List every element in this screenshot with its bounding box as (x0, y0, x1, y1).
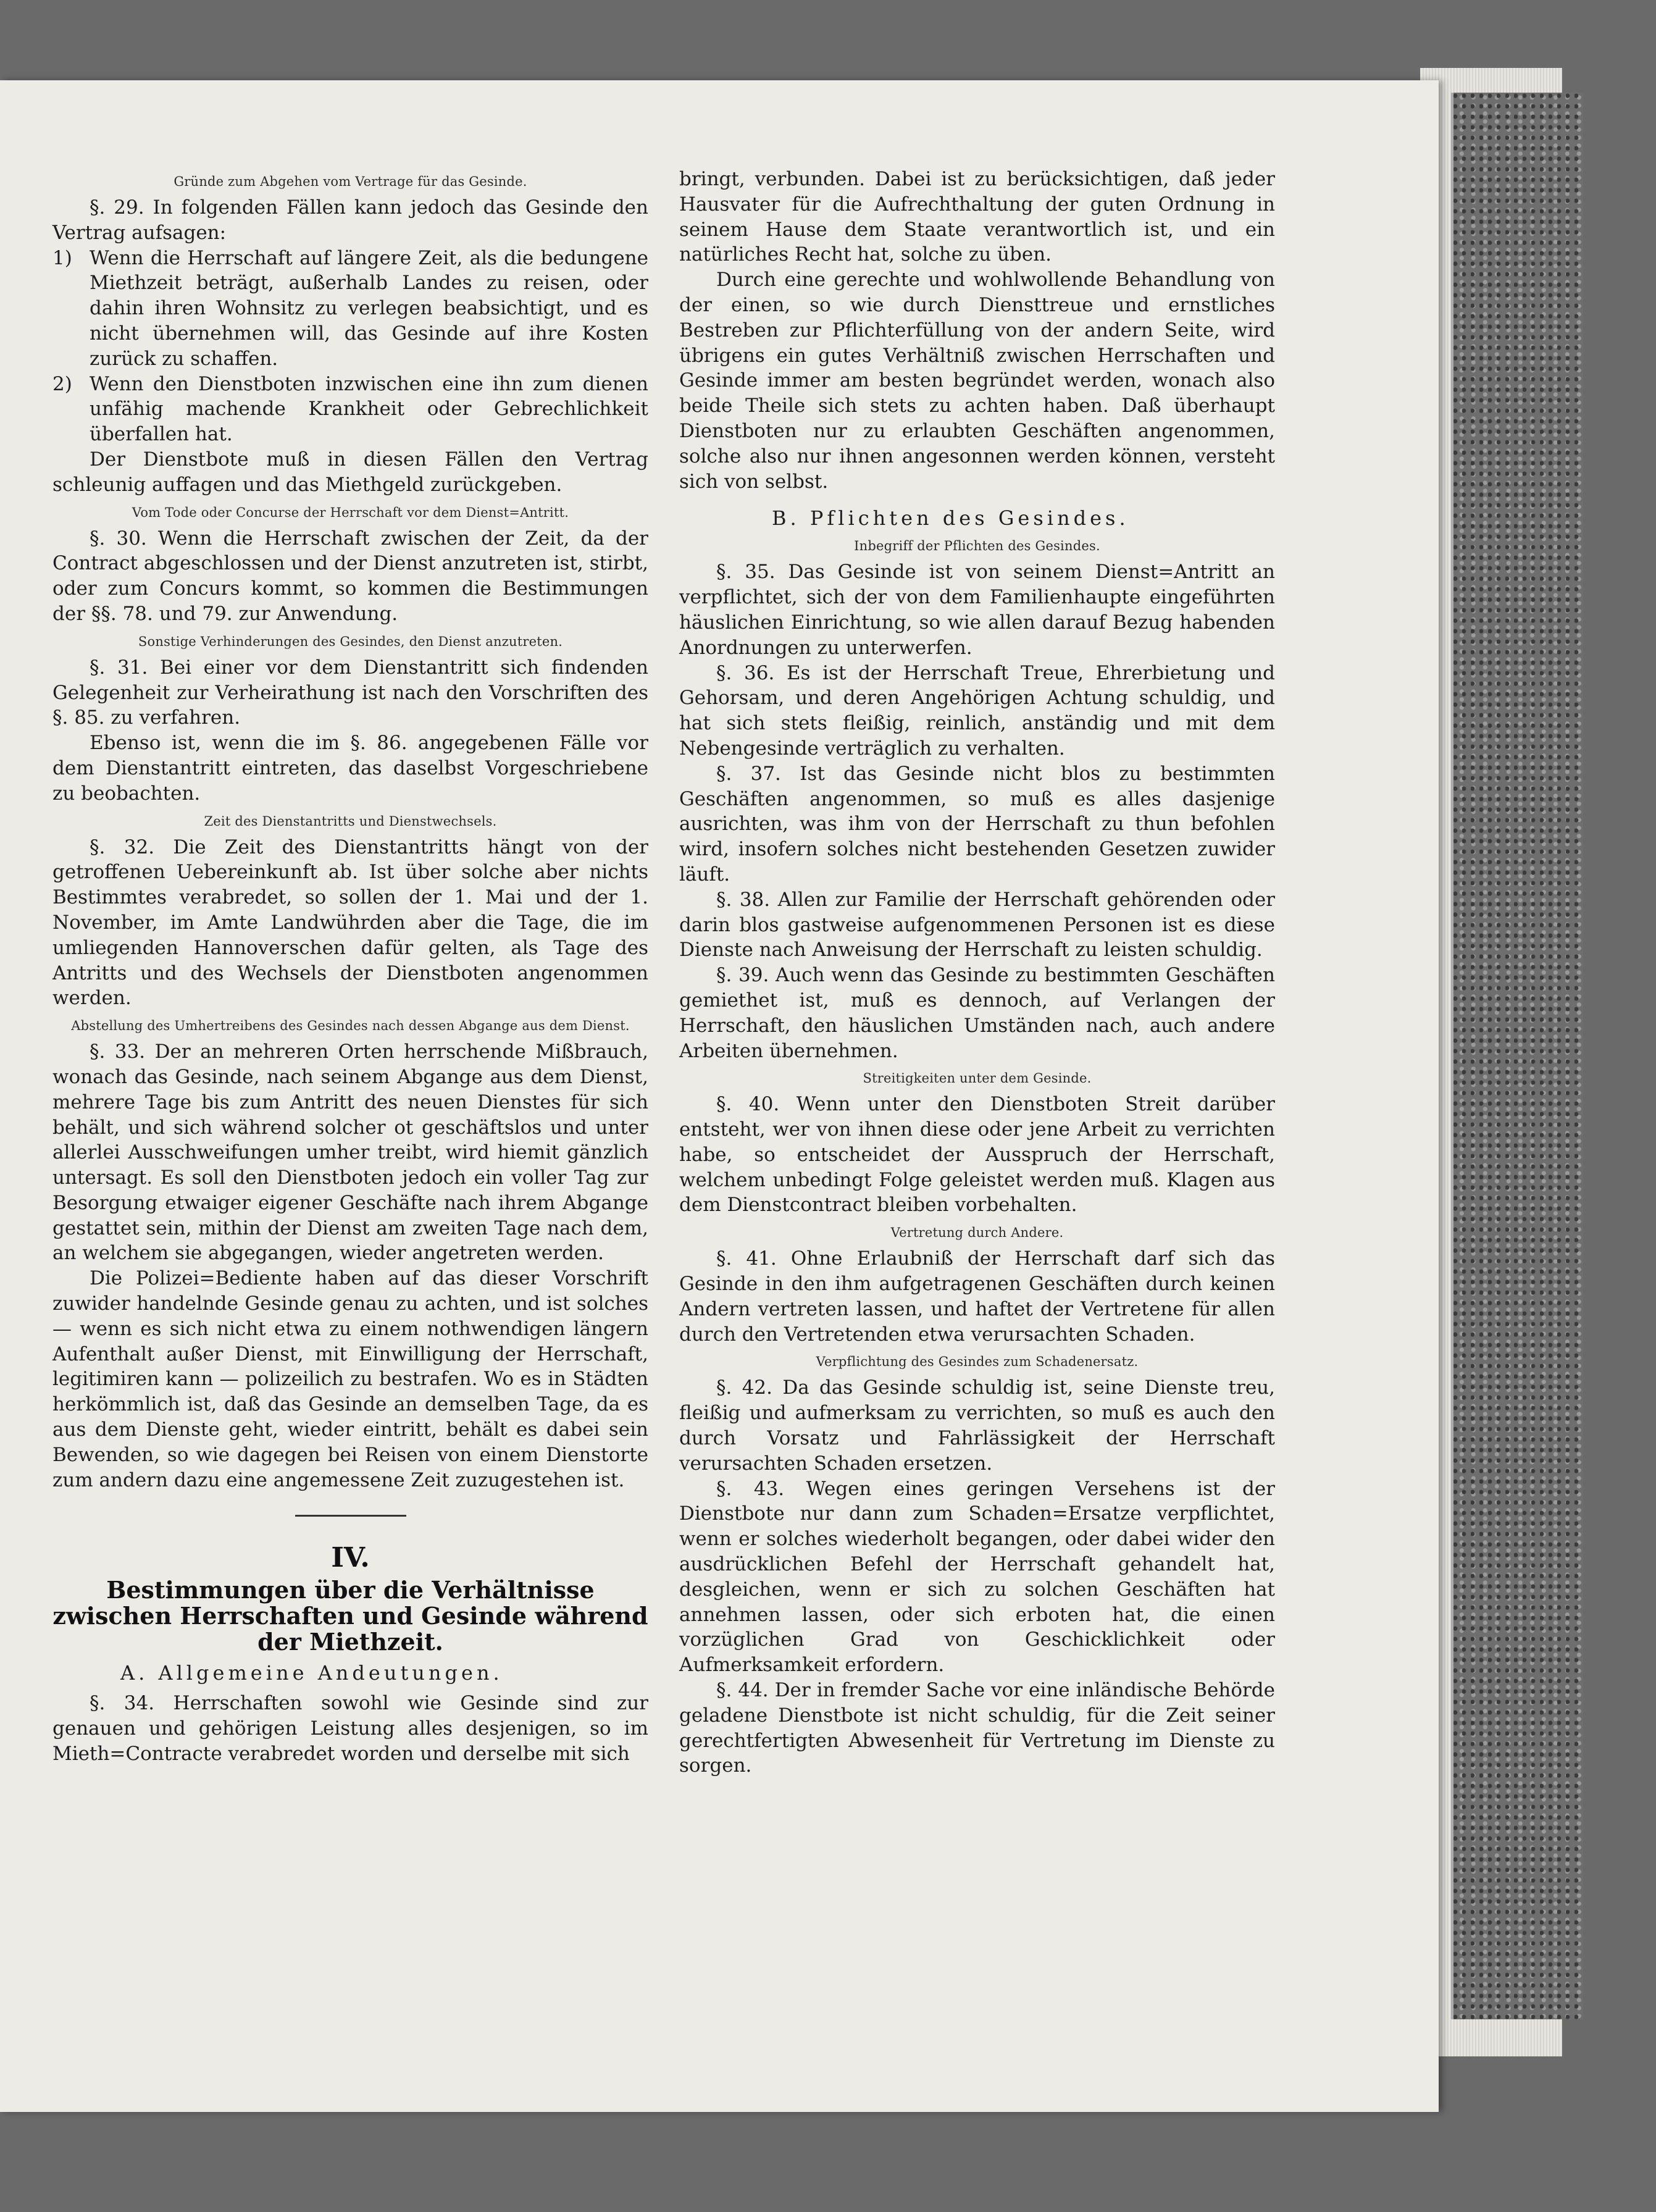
paragraph: Der Dienstbote muß in diesen Fällen den Vertrag schleunig auffagen und das Miethgeld zurückgeben. (52, 448, 648, 496)
margin-heading: Sonstige Verhinderungen des Gesindes, den Dienst anzutreten. (138, 634, 563, 649)
paragraph: Wenn die Herrschaft auf längere Zeit, als die bedungene Miethzeit beträgt, außerhalb Landes zu reisen, oder dahin ihren Wohnsitz zu verlegen beabsichtigt, und es nicht übernehmen will, das Gesinde auf ihre Kosten zurück zu schaffen. (90, 246, 648, 370)
list-item (52, 246, 648, 372)
left-column (52, 167, 648, 1767)
book-page (0, 80, 1439, 2112)
paragraph: §. 41. Ohne Erlaubniß der Herrschaft darf sich das Gesinde in den ihm aufgetragenen Geschäften durch keinen Andern vertreten lassen, und haftet der Vertretene für allen durch den Vertretenden etwa verursachten Schaden. (679, 1247, 1275, 1346)
paragraph: §. 35. Das Gesinde ist von seinem Dienst=Antritt an verpflichtet, sich der von dem Familienhaupte eingeführten häuslichen Einrichtung, so wie allen darauf Bezug habenden Anordnungen zu unterwerfen. (679, 561, 1275, 659)
paragraph: §. 39. Auch wenn das Gesinde zu bestimmten Geschäften gemiethet ist, muß es dennoch, auf Verlangen der Herrschaft, den häuslichen Umständen nach, auch andere Arbeiten übernehmen. (679, 964, 1275, 1062)
margin-heading: Verpflichtung des Gesindes zum Schadenersatz. (816, 1354, 1139, 1370)
margin-heading: Vertretung durch Andere. (890, 1225, 1064, 1241)
list-number: 1) (52, 246, 72, 269)
paragraph: §. 32. Die Zeit des Dienstantritts hängt von der getroffenen Uebereinkunft ab. Ist über solche aber nichts Bestimmtes verabredet, so sollen der 1. Mai und der 1. November, im Amte Landwührden aber die Tage, die im umliegenden Hannoverschen dafür gelten, als Tage des Antritts und des Wechsels der Dienstboten angenommen werden. (52, 836, 648, 1010)
paragraph: bringt, verbunden. Dabei ist zu berücksichtigen, daß jeder Hausvater für die Aufrechthaltung der guten Ordnung in seinem Hause dem Staate verantwortlich ist, und ein natürliches Recht hat, solche zu üben. (679, 168, 1275, 266)
right-column (679, 167, 1275, 1778)
paragraph: Wenn den Dienstboten inzwischen eine ihn zum dienen unfähig machende Krankheit oder Gebrechlichkeit überfallen hat. (90, 372, 648, 446)
paragraph: §. 40. Wenn unter den Dienstboten Streit darüber entsteht, wer von ihnen diese oder jene Arbeit zu verrichten habe, so entscheidet der Ausspruch der Herrschaft, welchem unbedingt Folge geleistet werden muß. Klagen aus dem Dienstcontract bleiben vorbehalten. (679, 1093, 1275, 1217)
marbled-cover (1451, 93, 1583, 2019)
margin-heading: Vom Tode oder Concurse der Herrschaft vor dem Dienst=Antritt. (132, 505, 569, 520)
list-item (52, 372, 648, 447)
margin-heading: Zeit des Dienstantritts und Dienstwechsels. (204, 813, 497, 829)
paragraph: §. 34. Herrschaften sowohl wie Gesinde sind zur genauen und gehörigen Leistung alles desjenigen, so im Mieth=Contracte verabredet worden und derselbe mit sich (52, 1692, 648, 1766)
paragraph: §. 33. Der an mehreren Orten herrschende Mißbrauch, wonach das Gesinde, nach seinem Abgange aus dem Dienst, mehrere Tage bis zum Antritt des neuen Dienstes für sich behält, und sich während solcher ot geschäftslos und unter allerlei Ausschweifungen umher treibt, wird hiemit gänzlich untersagt. Es soll den Dienstboten jedoch ein voller Tag zur Besorgung etwaiger eigener Geschäfte nach ihrem Abgange gestattet sein, mithin der Dienst am zweiten Tage nach dem, an welchem sie abgegangen, wieder angetreten werden. (52, 1041, 648, 1265)
list-number: 2) (52, 372, 72, 395)
paragraph: §. 42. Da das Gesinde schuldig ist, seine Dienste treu, fleißig und aufmerksam zu verrichten, so muß es auch den durch Vorsatz und Fahrlässigkeit der Herrschaft verursachten Schaden ersetzen. (679, 1376, 1275, 1475)
margin-heading: Inbegriff der Pflichten des Gesindes. (854, 538, 1100, 554)
paragraph: Ebenso ist, wenn die im §. 86. angegebenen Fälle vor dem Dienstantritt eintreten, das daselbst Vorgeschriebene zu beobachten. (52, 732, 648, 805)
section-heading: B. Pflichten des Gesindes. (772, 506, 1129, 530)
section-divider (295, 1515, 406, 1517)
paragraph: §. 30. Wenn die Herrschaft zwischen der Zeit, da der Contract abgeschlossen und der Dienst anzutreten ist, stirbt, oder zum Concurs kommt, so kommen die Bestimmungen der §§. 78. und 79. zur Anwendung. (52, 527, 648, 625)
paragraph: §. 29. In folgenden Fällen kann jedoch das Gesinde den Vertrag aufsagen: (52, 196, 648, 244)
paragraph: §. 44. Der in fremder Sache vor eine inländische Behörde geladene Dienstbote ist nicht schuldig, für die Zeit seiner gerechtfertigten Abwesenheit für Vertretung im Dienste zu sorgen. (679, 1679, 1275, 1777)
part-title: Bestimmungen über die Verhältnisse zwischen Herrschaften und Gesinde während der Miethzeit. (52, 1576, 648, 1656)
margin-heading: Streitigkeiten unter dem Gesinde. (863, 1071, 1092, 1086)
part-number: IV. (331, 1542, 370, 1574)
paragraph: §. 37. Ist das Gesinde nicht blos zu bestimmten Geschäften angenommen, so muß es alles dasjenige ausrichten, was ihm von der Herrschaft zu thun befohlen wird, insofern solches nicht bestehenden Gesetzen zuwider läuft. (679, 762, 1275, 886)
paragraph: §. 31. Bei einer vor dem Dienstantritt sich findenden Gelegenheit zur Verheirathung ist nach den Vorschriften des §. 85. zu verfahren. (52, 656, 648, 729)
paragraph: Durch eine gerechte und wohlwollende Behandlung von der einen, so wie durch Diensttreue und ernstliches Bestreben zur Pflichterfüllung von der andern Seite, wird übrigens ein gutes Verhältniß zwischen Herrschaften und Gesinde immer am besten begründet werden, wonach also beide Theile sich stets zu achten haben. Daß überhaupt Dienstboten nur zu erlaubten Geschäften angenommen, solche also nur ihnen angesonnen werden können, versteht sich von selbst. (679, 269, 1275, 493)
paragraph: §. 38. Allen zur Familie der Herrschaft gehörenden oder darin blos gastweise aufgenommenen Personen ist es diese Dienste nach Anweisung der Herrschaft zu leisten schuldig. (679, 888, 1275, 961)
section-heading: A. Allgemeine Andeutungen. (120, 1661, 503, 1685)
paragraph: §. 36. Es ist der Herrschaft Treue, Ehrerbietung und Gehorsam, und deren Angehörigen Achtung schuldig, und hat sich stets fleißig, reinlich, anständig und mit dem Nebengesinde verträglich zu verhalten. (679, 661, 1275, 760)
paragraph: Die Polizei=Bediente haben auf das dieser Vorschrift zuwider handelnde Gesinde genau zu achten, und ist solches — wenn es sich nicht etwa zu einem nothwendigen längern Aufenthalt außer Dienst, mit Einwilligung der Herrschaft, legitimiren kann — polizeilich zu bestrafen. Wo es in Städten herkömmlich ist, daß das Gesinde an demselben Tage, da es aus dem Dienste geht, wieder eintritt, behält es dabei sein Bewenden, so wie dagegen bei Reisen von einem Dienstorte zum andern dazu eine angemessene Zeit zuzugestehen ist. (52, 1267, 648, 1491)
paragraph: §. 43. Wegen eines geringen Versehens ist der Dienstbote nur dann zum Schaden=Ersatze verpflichtet, wenn er solches wiederholt begangen, oder dabei wider den ausdrücklichen Befehl der Herrschaft gehandelt hat, desgleichen, wenn er sich zu solchen Geschäften hat annehmen lassen, oder sich erboten hat, die einen vorzüglichen Grad von Geschicklichkeit oder Aufmerksamkeit erfordern. (679, 1477, 1275, 1677)
margin-heading: Gründe zum Abgehen vom Vertrage für das Gesinde. (174, 174, 527, 189)
margin-heading: Abstellung des Umhertreibens des Gesindes nach dessen Abgange aus dem Dienst. (71, 1018, 630, 1034)
